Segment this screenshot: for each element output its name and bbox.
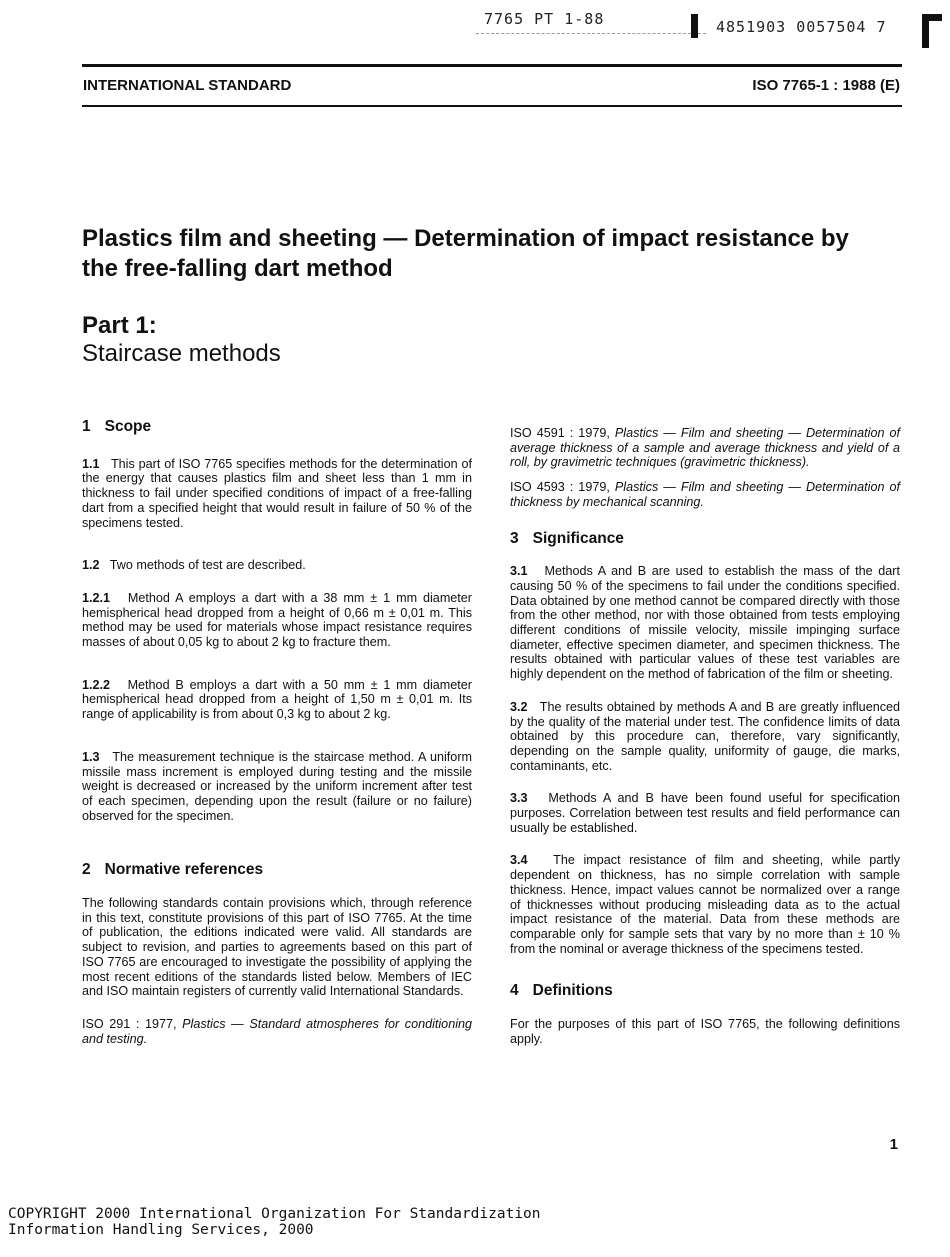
clause-text: Method A employs a dart with a 38 mm ± 1 mm diameter hemispherical head dropped from a height of 0,66 m ± 0,01 m. This method may be used for materials whose impact resistance requires masses of about 0,05 kg to about 2 kg to fracture them. [82,590,473,650]
reference-title: Plastics — Film and sheeting — Determination of thickness by mechanical scanning. [510,480,900,509]
page-number: 1 [889,1136,898,1153]
section-heading-definitions [510,984,900,999]
header-rule-top [82,64,902,67]
clause-1-2 [82,558,472,573]
copyright-line-1: COPYRIGHT 2000 International Organization For Standardization [8,1206,541,1222]
clause-3-2 [510,700,900,774]
clause-number: 1.2.1 [82,590,111,605]
clause-number: 1.1 [82,456,100,471]
definitions-intro: For the purposes of this part of ISO 7765, the following definitions apply. [510,1017,900,1046]
reference-code: ISO 4591 : 1979, [510,426,610,440]
section-title: Definitions [532,982,613,1000]
clause-text: The measurement technique is the staircase method. A uniform missile mass increment is employed during testing and the missile weight is decreased or increased by the uniform increment after test of each specimen, depending upon the result (failure or no failure) observed for the specimen. [82,749,472,823]
clause-text: Methods A and B have been found useful for specification purposes. Correlation between test results and field performance can usually be established. [510,791,900,835]
header-rule-bottom [82,105,902,107]
section-heading-normative-references [82,863,472,878]
clause-1-2-2 [82,678,472,722]
clause-number: 1.3 [82,749,100,764]
part-subtitle: Staircase methods [82,340,281,367]
clause-number: 3.3 [510,791,528,806]
clause-text: Methods A and B are used to establish the mass of the dart causing 50 % of the specimens to fail under the conditions specified. Data obtained by one method cannot be compared directly with those from the other method, nor with those obtained from tests employing different conditions of missile velocity, missile impinging surface diameter, effective specimen diameter, and specimen thickness. The results obtained with particular values of these test variables are highly dependent on the method of fabrication of the film or sheeting. [510,564,900,682]
section-title: Normative references [104,861,264,879]
clause-1-3 [82,750,472,824]
clause-number: 1.2 [82,558,100,573]
clause-1-2-1 [82,591,472,650]
section-title: Significance [532,529,624,547]
clause-number: 3.4 [510,853,528,868]
scan-code-left: 7765 PT 1-88 [484,10,605,28]
part-label: Part 1: [82,312,157,339]
clause-1-1 [82,457,472,531]
clause-number: 3.1 [510,564,528,579]
reference-iso-291 [82,1017,472,1046]
normative-references-intro: The following standards contain provisions which, through reference in this text, constitute provisions of this part of ISO 7765. At the time of publication, the editions indicated were valid. All standards are subject to revision, and parties to agreements based on this part of ISO 7765 are encouraged to investigate the possibility of applying the most recent editions of the standards listed below. Members of IEC and ISO maintain registers of currently valid International Standards. [82,896,472,999]
corner-registration-mark [922,14,942,48]
section-heading-scope [82,420,472,435]
clause-3-3 [510,791,900,835]
reference-iso-4591 [510,426,900,470]
copyright-notice [8,1206,541,1238]
scan-black-mark [691,14,698,38]
header-standard-number: ISO 7765-1 : 1988 (E) [752,77,900,94]
clause-text: The impact resistance of film and sheeting, while partly dependent on thickness, has no simple correlation with sample thickness. Hence, impact values cannot be normalized over a range of thicknesses without producing misleading data as to the actual impact resistance of the material. Data from these methods are comparable only for sample sets that vary by no more than ± 10 % from the nominal or average thickness of the specimens tested. [510,853,901,956]
clause-text: Method B employs a dart with a 50 mm ± 1 mm diameter hemispherical head dropped from a height of 1,50 m ± 0,01 m. Its range of applicability is from about 0,3 kg to about 2 kg. [82,677,473,722]
reference-code: ISO 291 : 1977, [82,1016,177,1031]
reference-title: Plastics — Film and sheeting — Determination of average thickness of a sample and average thickness and yield of a roll, by gravimetric techniques (gravimetric thickness). [510,426,900,470]
copyright-line-2: Information Handling Services, 2000 [8,1222,314,1238]
document-title: Plastics film and sheeting — Determination of impact resistance by the free-falling dart method [82,225,849,282]
reference-title: Plastics — Standard atmospheres for conditioning and testing. [82,1016,473,1046]
section-number: 1 [82,418,91,435]
scan-code-right: 4851903 0057504 7 [716,18,887,36]
section-number: 3 [510,529,519,547]
left-column [82,420,472,1046]
clause-text: The results obtained by methods A and B are greatly influenced by the quality of the material under test. The confidence limits of data obtained by this procedure can, therefore, vary significantly, depending on the sample quality, uniformity of gauge, die marks, contaminants, etc. [510,699,901,773]
clause-number: 1.2.2 [82,677,111,692]
clause-3-1 [510,564,900,682]
reference-code: ISO 4593 : 1979, [510,480,610,495]
reference-iso-4593 [510,480,900,509]
section-heading-significance [510,529,900,547]
section-number: 4 [510,982,519,1000]
scan-underline [476,33,706,34]
section-title: Scope [104,418,152,435]
clause-text: This part of ISO 7765 specifies methods for the determination of the energy that causes plastics film and sheet less than 1 mm in thickness to fail under specified conditions of impact of a free-falling dart from a specified height that would result in failure of 50 % of the specimens tested. [82,456,472,530]
right-column [510,420,900,1047]
header-standard-type: INTERNATIONAL STANDARD [83,77,292,94]
clause-text: Two methods of test are described. [109,558,306,573]
section-number: 2 [82,861,91,879]
clause-3-4 [510,853,900,956]
clause-number: 3.2 [510,699,528,714]
